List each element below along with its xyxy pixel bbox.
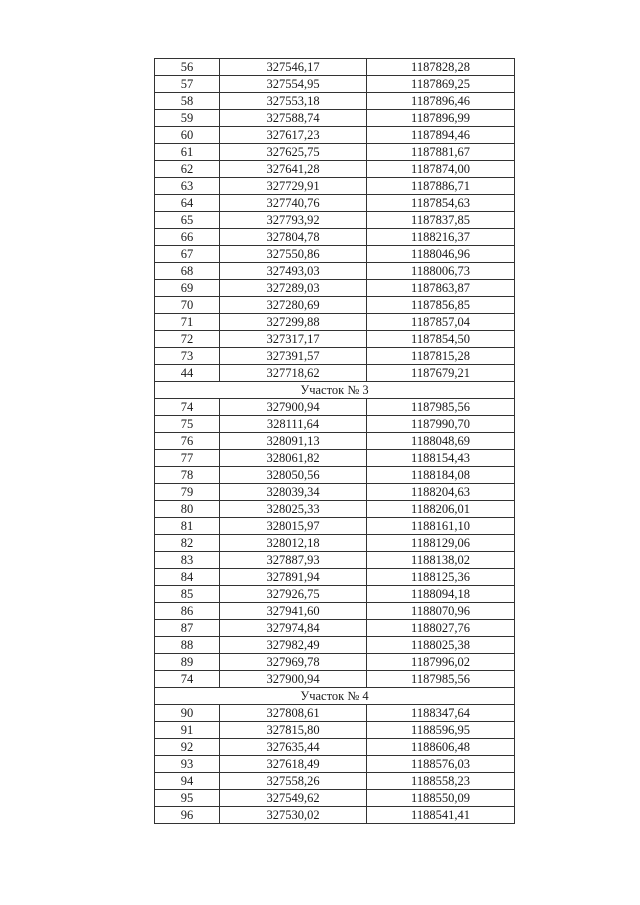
table-row [155, 705, 515, 722]
y-coordinate-cell: 1188138,02 [367, 552, 515, 569]
y-coordinate-cell: 1187996,02 [367, 654, 515, 671]
table-row [155, 518, 515, 535]
table-row [155, 552, 515, 569]
y-coordinate-cell: 1188550,09 [367, 790, 515, 807]
point-number-cell: 58 [155, 93, 220, 110]
table-row [155, 484, 515, 501]
table-row [155, 144, 515, 161]
x-coordinate-cell: 327554,95 [220, 76, 367, 93]
x-coordinate-cell: 328111,64 [220, 416, 367, 433]
table-row [155, 807, 515, 824]
point-number-cell: 93 [155, 756, 220, 773]
y-coordinate-cell: 1187886,71 [367, 178, 515, 195]
table-row [155, 348, 515, 365]
point-number-cell: 80 [155, 501, 220, 518]
x-coordinate-cell: 327900,94 [220, 399, 367, 416]
point-number-cell: 79 [155, 484, 220, 501]
x-coordinate-cell: 327974,84 [220, 620, 367, 637]
y-coordinate-cell: 1188094,18 [367, 586, 515, 603]
point-number-cell: 74 [155, 399, 220, 416]
x-coordinate-cell: 328050,56 [220, 467, 367, 484]
y-coordinate-cell: 1187896,46 [367, 93, 515, 110]
x-coordinate-cell: 327808,61 [220, 705, 367, 722]
point-number-cell: 84 [155, 569, 220, 586]
table-row [155, 790, 515, 807]
x-coordinate-cell: 328091,13 [220, 433, 367, 450]
point-number-cell: 78 [155, 467, 220, 484]
y-coordinate-cell: 1188027,76 [367, 620, 515, 637]
y-coordinate-cell: 1188558,23 [367, 773, 515, 790]
x-coordinate-cell: 327635,44 [220, 739, 367, 756]
table-row [155, 110, 515, 127]
x-coordinate-cell: 327317,17 [220, 331, 367, 348]
table-row [155, 93, 515, 110]
x-coordinate-cell: 327617,23 [220, 127, 367, 144]
y-coordinate-cell: 1188204,63 [367, 484, 515, 501]
point-number-cell: 86 [155, 603, 220, 620]
point-number-cell: 67 [155, 246, 220, 263]
x-coordinate-cell: 327549,62 [220, 790, 367, 807]
point-number-cell: 83 [155, 552, 220, 569]
point-number-cell: 94 [155, 773, 220, 790]
x-coordinate-cell: 327793,92 [220, 212, 367, 229]
table-row [155, 654, 515, 671]
point-number-cell: 89 [155, 654, 220, 671]
table-row [155, 212, 515, 229]
table-row [155, 297, 515, 314]
y-coordinate-cell: 1187896,99 [367, 110, 515, 127]
y-coordinate-cell: 1187985,56 [367, 671, 515, 688]
y-coordinate-cell: 1187815,28 [367, 348, 515, 365]
y-coordinate-cell: 1187856,85 [367, 297, 515, 314]
x-coordinate-cell: 327530,02 [220, 807, 367, 824]
table-row [155, 127, 515, 144]
table-row [155, 569, 515, 586]
y-coordinate-cell: 1188046,96 [367, 246, 515, 263]
point-number-cell: 59 [155, 110, 220, 127]
point-number-cell: 75 [155, 416, 220, 433]
table-row [155, 756, 515, 773]
x-coordinate-cell: 327891,94 [220, 569, 367, 586]
table-row [155, 178, 515, 195]
x-coordinate-cell: 327729,91 [220, 178, 367, 195]
point-number-cell: 81 [155, 518, 220, 535]
table-row [155, 76, 515, 93]
y-coordinate-cell: 1188125,36 [367, 569, 515, 586]
table-row [155, 722, 515, 739]
x-coordinate-cell: 327941,60 [220, 603, 367, 620]
x-coordinate-cell: 327982,49 [220, 637, 367, 654]
table-row [155, 467, 515, 484]
point-number-cell: 87 [155, 620, 220, 637]
table-row [155, 637, 515, 654]
x-coordinate-cell: 327280,69 [220, 297, 367, 314]
point-number-cell: 96 [155, 807, 220, 824]
table-row [155, 246, 515, 263]
table-row [155, 331, 515, 348]
y-coordinate-cell: 1188006,73 [367, 263, 515, 280]
point-number-cell: 77 [155, 450, 220, 467]
point-number-cell: 44 [155, 365, 220, 382]
table-row [155, 501, 515, 518]
point-number-cell: 56 [155, 59, 220, 76]
x-coordinate-cell: 327289,03 [220, 280, 367, 297]
section-row [155, 382, 515, 399]
point-number-cell: 95 [155, 790, 220, 807]
y-coordinate-cell: 1188048,69 [367, 433, 515, 450]
table-row [155, 399, 515, 416]
y-coordinate-cell: 1188184,08 [367, 467, 515, 484]
x-coordinate-cell: 328025,33 [220, 501, 367, 518]
point-number-cell: 92 [155, 739, 220, 756]
point-number-cell: 69 [155, 280, 220, 297]
y-coordinate-cell: 1187874,00 [367, 161, 515, 178]
y-coordinate-cell: 1188025,38 [367, 637, 515, 654]
point-number-cell: 88 [155, 637, 220, 654]
x-coordinate-cell: 327618,49 [220, 756, 367, 773]
y-coordinate-cell: 1188206,01 [367, 501, 515, 518]
x-coordinate-cell: 327641,28 [220, 161, 367, 178]
point-number-cell: 72 [155, 331, 220, 348]
y-coordinate-cell: 1188154,43 [367, 450, 515, 467]
x-coordinate-cell: 327558,26 [220, 773, 367, 790]
section-title: Участок № 4 [155, 688, 515, 705]
point-number-cell: 60 [155, 127, 220, 144]
x-coordinate-cell: 328012,18 [220, 535, 367, 552]
x-coordinate-cell: 327625,75 [220, 144, 367, 161]
y-coordinate-cell: 1187828,28 [367, 59, 515, 76]
x-coordinate-cell: 327969,78 [220, 654, 367, 671]
point-number-cell: 61 [155, 144, 220, 161]
point-number-cell: 70 [155, 297, 220, 314]
section-title: Участок № 3 [155, 382, 515, 399]
x-coordinate-cell: 328039,34 [220, 484, 367, 501]
y-coordinate-cell: 1187679,21 [367, 365, 515, 382]
point-number-cell: 65 [155, 212, 220, 229]
table-row [155, 603, 515, 620]
y-coordinate-cell: 1187837,85 [367, 212, 515, 229]
table-row [155, 229, 515, 246]
x-coordinate-cell: 327887,93 [220, 552, 367, 569]
point-number-cell: 74 [155, 671, 220, 688]
x-coordinate-cell: 328061,82 [220, 450, 367, 467]
table-row [155, 433, 515, 450]
table-row [155, 586, 515, 603]
y-coordinate-cell: 1188596,95 [367, 722, 515, 739]
y-coordinate-cell: 1188606,48 [367, 739, 515, 756]
coordinates-table [154, 58, 515, 824]
table-row [155, 263, 515, 280]
y-coordinate-cell: 1187854,63 [367, 195, 515, 212]
point-number-cell: 66 [155, 229, 220, 246]
table-row [155, 773, 515, 790]
x-coordinate-cell: 327740,76 [220, 195, 367, 212]
table-row [155, 195, 515, 212]
x-coordinate-cell: 327299,88 [220, 314, 367, 331]
coordinates-table-body [155, 59, 515, 824]
x-coordinate-cell: 327926,75 [220, 586, 367, 603]
point-number-cell: 62 [155, 161, 220, 178]
point-number-cell: 85 [155, 586, 220, 603]
point-number-cell: 63 [155, 178, 220, 195]
y-coordinate-cell: 1187863,87 [367, 280, 515, 297]
y-coordinate-cell: 1187854,50 [367, 331, 515, 348]
table-row [155, 450, 515, 467]
point-number-cell: 90 [155, 705, 220, 722]
y-coordinate-cell: 1188576,03 [367, 756, 515, 773]
point-number-cell: 76 [155, 433, 220, 450]
x-coordinate-cell: 327546,17 [220, 59, 367, 76]
x-coordinate-cell: 327900,94 [220, 671, 367, 688]
y-coordinate-cell: 1188216,37 [367, 229, 515, 246]
table-row [155, 535, 515, 552]
y-coordinate-cell: 1188541,41 [367, 807, 515, 824]
y-coordinate-cell: 1187881,67 [367, 144, 515, 161]
table-row [155, 161, 515, 178]
x-coordinate-cell: 327804,78 [220, 229, 367, 246]
table-row [155, 280, 515, 297]
section-row [155, 688, 515, 705]
x-coordinate-cell: 327718,62 [220, 365, 367, 382]
x-coordinate-cell: 327815,80 [220, 722, 367, 739]
point-number-cell: 73 [155, 348, 220, 365]
table-row [155, 59, 515, 76]
y-coordinate-cell: 1187869,25 [367, 76, 515, 93]
point-number-cell: 64 [155, 195, 220, 212]
table-row [155, 620, 515, 637]
y-coordinate-cell: 1188070,96 [367, 603, 515, 620]
y-coordinate-cell: 1187985,56 [367, 399, 515, 416]
y-coordinate-cell: 1188161,10 [367, 518, 515, 535]
point-number-cell: 71 [155, 314, 220, 331]
y-coordinate-cell: 1187990,70 [367, 416, 515, 433]
point-number-cell: 68 [155, 263, 220, 280]
table-row [155, 739, 515, 756]
y-coordinate-cell: 1188347,64 [367, 705, 515, 722]
point-number-cell: 91 [155, 722, 220, 739]
y-coordinate-cell: 1187894,46 [367, 127, 515, 144]
y-coordinate-cell: 1187857,04 [367, 314, 515, 331]
table-row [155, 416, 515, 433]
x-coordinate-cell: 327391,57 [220, 348, 367, 365]
table-row [155, 671, 515, 688]
x-coordinate-cell: 327493,03 [220, 263, 367, 280]
point-number-cell: 57 [155, 76, 220, 93]
table-row [155, 314, 515, 331]
x-coordinate-cell: 327553,18 [220, 93, 367, 110]
x-coordinate-cell: 327550,86 [220, 246, 367, 263]
x-coordinate-cell: 328015,97 [220, 518, 367, 535]
table-row [155, 365, 515, 382]
x-coordinate-cell: 327588,74 [220, 110, 367, 127]
point-number-cell: 82 [155, 535, 220, 552]
y-coordinate-cell: 1188129,06 [367, 535, 515, 552]
